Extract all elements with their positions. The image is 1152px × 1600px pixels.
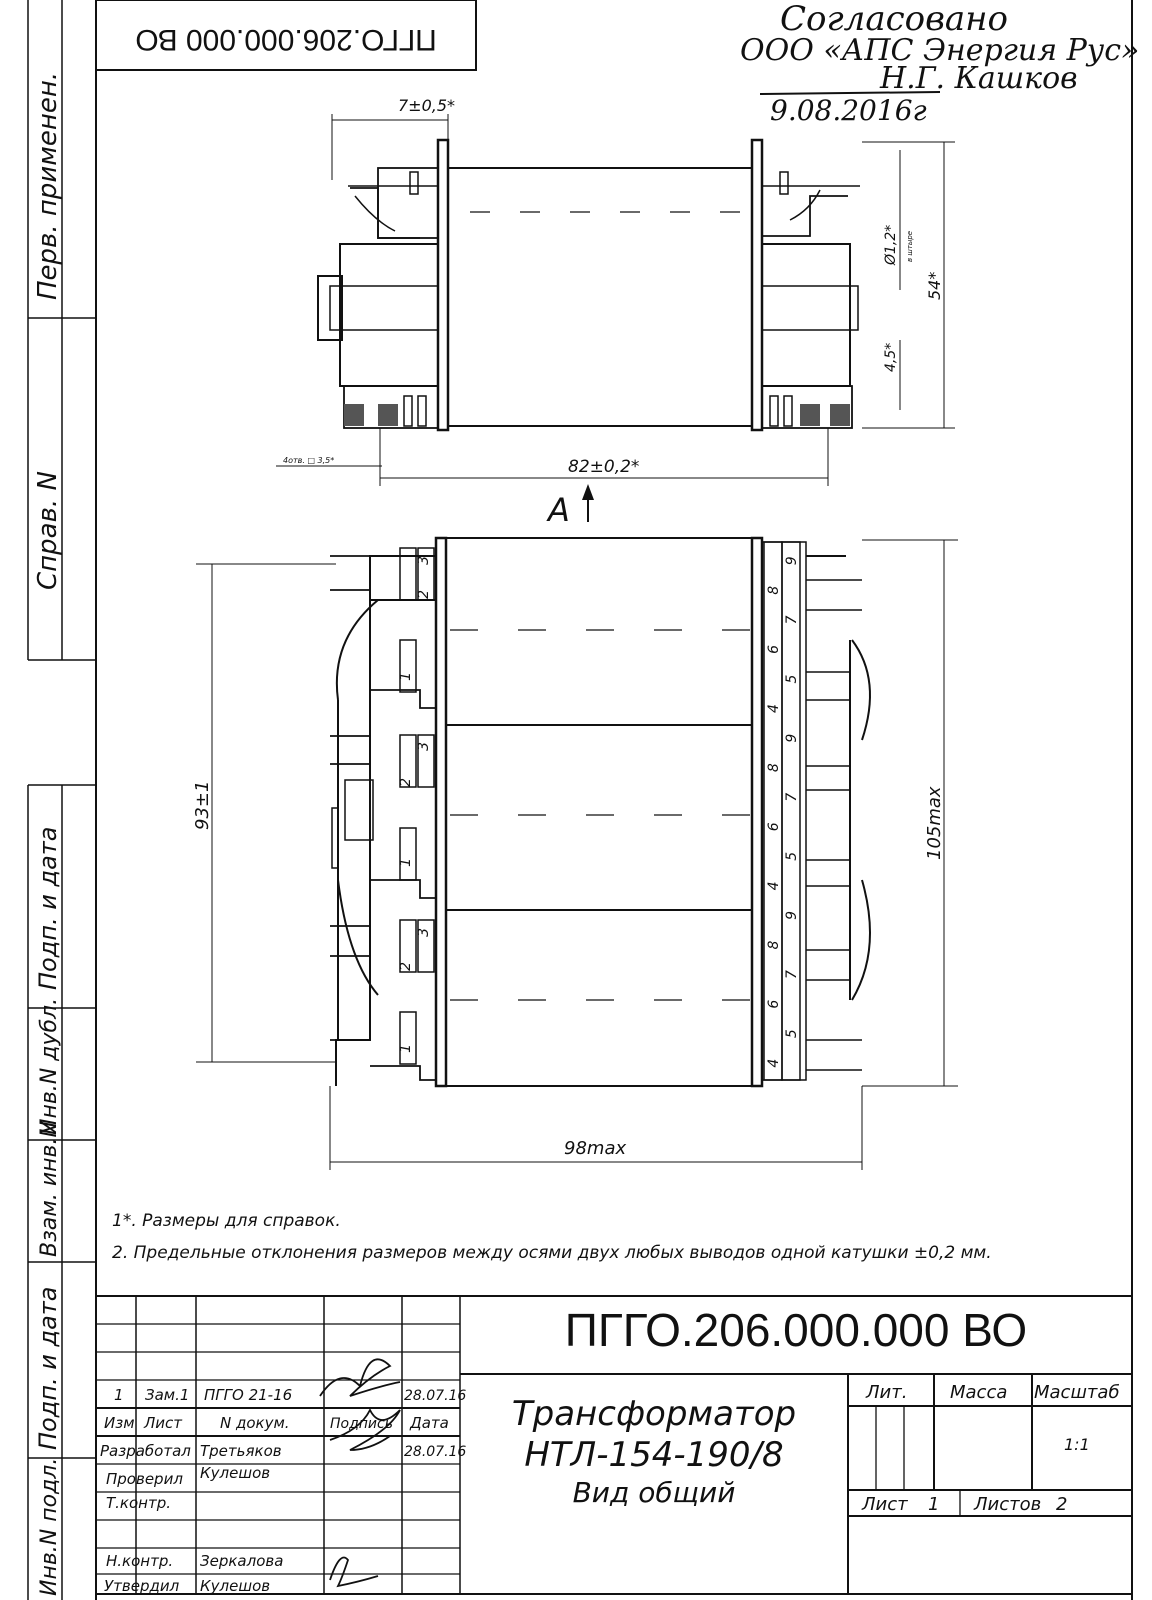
pin-number: 6	[766, 644, 782, 654]
approval-note	[740, 0, 1139, 127]
pin-number: 8	[766, 585, 782, 595]
pin-number: 8	[766, 940, 782, 950]
role-name: Кулешов	[200, 1464, 271, 1482]
pin-number: 2	[416, 590, 432, 599]
role-name: Зеркалова	[200, 1552, 284, 1570]
pin-number: 2	[398, 962, 414, 971]
sidebar-sprav: Справ. N	[33, 471, 63, 590]
pin-number: 5	[784, 851, 800, 861]
change-num: 1	[114, 1386, 124, 1404]
signature-scribbles	[320, 1359, 400, 1586]
dim-left-small: 4отв. □ 3,5*	[283, 456, 335, 465]
note-2: 2. Предельные отклонения размеров между осями двух любых выводов одной катушки ±0,2 мм.	[112, 1243, 992, 1263]
view-label-a: А	[548, 491, 570, 529]
sidebar-inv-dubl: Инв.N дубл.	[37, 997, 62, 1135]
sheet-label: Лист	[862, 1494, 908, 1515]
pin-number: 9	[784, 556, 800, 566]
header-list: Лист	[144, 1414, 183, 1432]
approval-date: 9.08.2016г	[770, 94, 927, 127]
sidebar-labels	[33, 72, 63, 1596]
role-label: Т.контр.	[106, 1494, 172, 1512]
role-label: Проверил	[106, 1470, 183, 1488]
pin-number: 4	[766, 704, 782, 714]
sidebar-podp-data-2: Подп. и дата	[34, 1286, 62, 1450]
dim-top-width: 7±0,5*	[398, 96, 456, 115]
pin-number: 7	[784, 970, 800, 980]
pin-labels-left	[398, 556, 432, 1053]
pin-number: 1	[398, 672, 414, 681]
dim-height-54: 54*	[925, 271, 944, 300]
sidebar-vzam-inv: Взам. инв.N	[37, 1121, 62, 1257]
role-label: Н.контр.	[106, 1552, 174, 1570]
dim-left-93: 93±1	[192, 780, 213, 830]
pin-number: 2	[398, 778, 414, 787]
pin-number: 1	[398, 1044, 414, 1053]
sheets-label: Листов	[974, 1494, 1042, 1515]
product-name-line2: НТЛ-154-190/8	[524, 1435, 784, 1475]
title-block	[96, 1296, 1132, 1595]
product-name-line3: Вид общий	[572, 1476, 736, 1509]
role-date: 28.07.16	[404, 1444, 467, 1460]
scale-value: 1:1	[1064, 1435, 1090, 1454]
pin-number: 3	[416, 928, 432, 937]
header-izm: Изм	[104, 1414, 135, 1432]
pin-number: 7	[784, 792, 800, 802]
pin-number: 4	[766, 1058, 782, 1068]
header-sign: Подпись	[330, 1416, 393, 1432]
sidebar-inv-podl: Инв.N подл.	[37, 1457, 62, 1596]
dim-pin-dia-note: в штыре	[906, 230, 914, 262]
role-label: Разработал	[100, 1442, 191, 1460]
top-stamp-text: ПГГО.206.000.000 ВО	[135, 23, 437, 57]
pin-number: 5	[784, 1029, 800, 1039]
designation: ПГГО.206.000.000 ВО	[564, 1304, 1028, 1356]
pin-number: 3	[416, 556, 432, 565]
change-doc: ПГГО 21-16	[204, 1386, 293, 1404]
change-zone: Зам.1	[145, 1386, 190, 1404]
notes	[112, 1211, 992, 1263]
front-view	[192, 538, 958, 1170]
note-1: 1*. Размеры для справок.	[112, 1211, 341, 1231]
sheet-value: 1	[928, 1494, 940, 1515]
dim-bottom-98: 98max	[564, 1138, 627, 1159]
pin-number: 7	[784, 615, 800, 625]
dim-right-105: 105max	[924, 786, 945, 860]
pin-number: 5	[784, 674, 800, 684]
change-date: 28.07.16	[404, 1388, 467, 1404]
approval-line1: Согласовано	[780, 0, 1009, 39]
dim-span-82: 82±0,2*	[568, 457, 640, 477]
approval-line2: ООО «АПС Энергия Рус»	[740, 33, 1140, 68]
pin-number: 1	[398, 858, 414, 867]
sheets-value: 2	[1056, 1494, 1068, 1515]
pin-labels-right	[766, 556, 800, 1067]
dim-pin-dia: Ø1,2*	[883, 224, 899, 265]
sidebar-perv: Перв. применен.	[33, 71, 63, 300]
role-name: Кулешов	[200, 1577, 271, 1595]
lit-label: Лит.	[866, 1382, 908, 1403]
pin-number: 9	[784, 910, 800, 920]
approval-line3: Н.Г. Кашков	[880, 61, 1078, 96]
top-stamp	[96, 0, 476, 70]
pin-number: 4	[766, 881, 782, 891]
role-name: Третьяков	[200, 1442, 282, 1460]
pin-number: 9	[784, 733, 800, 743]
pin-number: 8	[766, 763, 782, 773]
header-doc: N докум.	[220, 1414, 290, 1432]
pin-number: 6	[766, 999, 782, 1009]
product-name-line1: Трансформатор	[511, 1394, 797, 1434]
pin-number: 6	[766, 822, 782, 832]
mass-label: Масса	[950, 1382, 1008, 1403]
pin-number: 3	[416, 742, 432, 751]
sidebar-podp-data-1: Подп. и дата	[34, 826, 62, 990]
scale-label: Масштаб	[1034, 1382, 1120, 1403]
dim-45: 4,5*	[883, 342, 899, 372]
role-label: Утвердил	[104, 1577, 180, 1595]
header-date: Дата	[410, 1414, 449, 1432]
top-view	[276, 96, 955, 529]
